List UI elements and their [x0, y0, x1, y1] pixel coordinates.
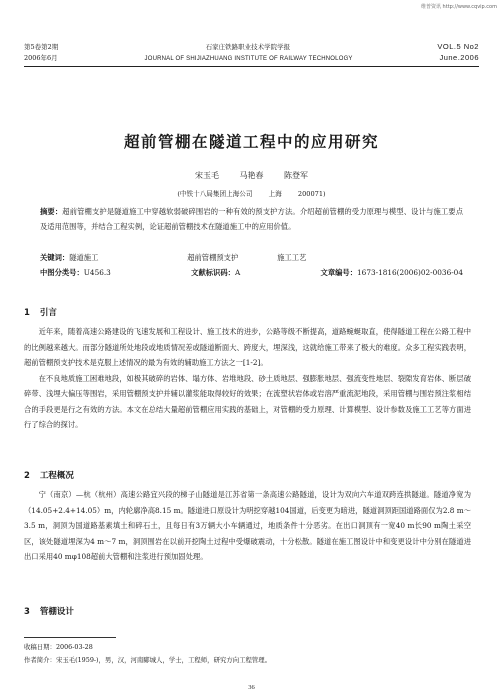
affiliation [0, 188, 503, 198]
footnote-rule [24, 637, 116, 638]
section-title: 工程概况 [39, 471, 74, 481]
abstract-text: 超前管棚支护是隧道施工中穿越软弱破碎围岩的一种有效的预支护方法。介绍超前管棚的受力原理与模型、设计与施工要点及适用范围等，并结合工程实例，论证超前管棚技术在隧道施工中的应用价值。 [40, 207, 464, 231]
identifiers [40, 268, 463, 278]
section-number: 1 [24, 308, 30, 318]
article-number: 1673-1816(2006)02-0036-04 [357, 268, 463, 277]
date-en: June.2006 [439, 53, 479, 62]
received-label: 收稿日期： [24, 643, 56, 651]
keyword: 隧道施工 [69, 253, 99, 262]
volume-issue-en: VOL.5 No2 [437, 42, 479, 51]
footnote-received [24, 642, 93, 651]
paragraph: 在不良地质施工困难地段，如极其破碎的岩体、塌方体、岩堆地段、砂土质地层、强膨胀地层、强流变性地层、裂隙发育岩体、断层破碎带、浅埋大偏压等围岩，采用管棚预支护并辅以灌浆能取得较好的效果；在流塑状岩体或岩溶严重流泥地段，采用管棚与围岩预注浆相结合的手段更是行之有效的方法。本文在总结大量超前管棚应用实践的基础上，对管棚的受力原理、计算模型、设计参数及施工工艺等方面进行了综合的探讨。 [24, 373, 471, 429]
section-heading [24, 605, 74, 617]
author-name: 马艳春 [239, 171, 264, 180]
section-title: 引言 [39, 308, 57, 318]
abstract [40, 205, 463, 234]
article-number-label: 文章编号： [320, 268, 358, 277]
paper-title: 超前管棚在隧道工程中的应用研究 [123, 133, 379, 151]
section-body [24, 487, 471, 565]
clc-label: 中图分类号： [40, 268, 84, 277]
keyword: 超前管棚预支护 [187, 253, 239, 262]
journal-name-cn: 石家庄铁路职业技术学院学报 [205, 43, 291, 51]
affiliation-city: 上海 [268, 190, 282, 198]
footnote-author [24, 655, 271, 664]
keywords-label: 关键词： [40, 253, 70, 262]
author-name: 陈登军 [284, 171, 309, 180]
header-rule [24, 66, 479, 67]
keywords [40, 253, 463, 263]
author-bio-label: 作者简介： [24, 656, 56, 664]
section-number: 3 [24, 607, 30, 617]
volume-issue-cn: 第5卷第2期 [24, 43, 59, 51]
section-body [24, 324, 471, 433]
paragraph: 近年来，随着高速公路建设的飞速发展和工程设计、施工技术的进步，公路等级不断提高，道路蜿蜒取直，使得隧道工程在公路工程中的比例越来越大。而部分隧道所处地段或地质情况差或隧道断面大、跨度大，埋深浅，这就给施工带来了极大的难度。众多工程实践表明，超前管棚预支护技术是克服上述情况的最为有效的辅助施工方法之一[1-2]。 [24, 327, 471, 367]
keyword: 施工工艺 [277, 253, 307, 262]
date-cn: 2006年6月 [24, 54, 58, 62]
affiliation-zip: 200071) [297, 190, 326, 198]
source-stamp: 维普资讯 http://www.cqvip.com [420, 4, 497, 10]
author-name: 宋玉毛 [194, 171, 219, 180]
author-list [0, 170, 503, 181]
section-heading [24, 469, 74, 481]
journal-header [24, 42, 479, 62]
journal-name-en: JOURNAL OF SHIJIAZHUANG INSTITUTE OF RAILWAY TECHNOLOGY [144, 56, 353, 62]
section-number: 2 [24, 471, 30, 481]
author-bio: 宋玉毛(1959-)，男，汉，河南郾城人，学士，工程师，研究方向工程管理。 [55, 656, 272, 664]
received-date: 2006-03-28 [55, 643, 93, 651]
page-number: 36 [248, 684, 255, 691]
affiliation-org: (中铁十八局集团上海公司 [177, 190, 253, 198]
section-heading [24, 306, 57, 318]
doc-code-label: 文献标识码： [191, 268, 235, 277]
section-title: 管棚设计 [39, 607, 74, 617]
paragraph: 宁（南京）—杭（杭州）高速公路宜兴段的梯子山隧道是江苏省第一条高速公路隧道，设计为双向六车道双跨连拱隧道。隧道净宽为（14.05+2.4+14.05）m，内轮廓净高8.15 m。隧道进口原设计为明挖穿越104国道，后变更为暗进，隧道洞顶距国道路面仅为2.8 m～3.5 m，洞顶为国道路基素填土和碎石土，且每日有3万辆大小车辆通过，地质条件十分恶劣。在出口洞顶有一宽40 m长90 m陶土采空区，该处隧道埋深为4 m～7 m，洞顶围岩在以前开挖陶土过程中受爆破震动，十分松散。隧道在施工图设计中和变更设计中分别在隧道进出口采用40 mφ108超前大管棚和注浆进行预加固处理。 [24, 490, 471, 561]
abstract-label: 摘要： [40, 207, 63, 216]
doc-code: A [234, 268, 241, 277]
clc-number: U456.3 [83, 268, 111, 277]
